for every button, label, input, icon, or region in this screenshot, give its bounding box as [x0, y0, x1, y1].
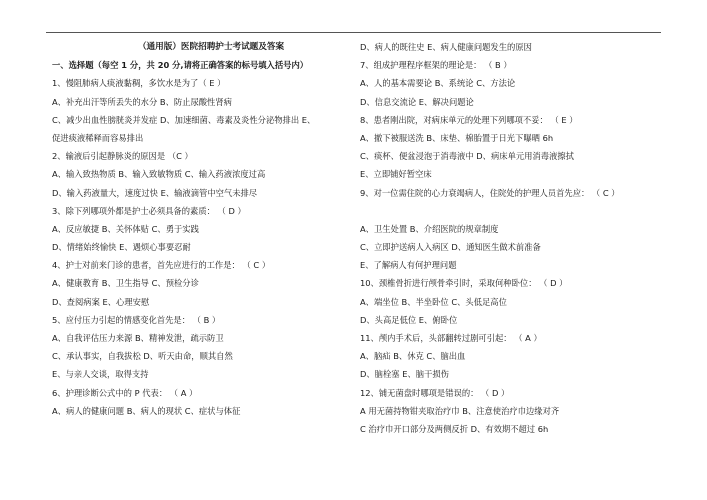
left-text-line: A、输入致热物质 B、输入致敏物质 C、输入药液浓度过高 — [52, 169, 266, 180]
page-top-rule — [46, 32, 661, 33]
left-text-line: D、输入药液量大，速度过快 E、输液滴管中空气未排尽 — [52, 187, 258, 198]
right-text-line: A、端坐位 B、半坐卧位 C、头低足高位 — [360, 296, 507, 307]
left-text-line: A、健康教育 B、卫生指导 C、预检分诊 — [52, 278, 199, 289]
left-text-line: E、与亲人交谈，取得支持 — [52, 369, 149, 380]
left-text-line: 3、除下列哪项外都是护士必须具备的素质： （ D ） — [52, 205, 246, 216]
left-column — [52, 38, 352, 420]
right-text-line: A、撤下被服送洗 B、床垫、棉胎置于日光下曝晒 6h — [360, 132, 554, 143]
right-text-line: 7、组成护理程序框架的理论是： （ B ） — [360, 60, 512, 71]
left-text-line: D、查阅病案 E、心理安慰 — [52, 296, 150, 307]
left-text-line: 1、慢阻肺病人痰液黏稠，多饮水是为了（ E ） — [52, 78, 226, 89]
right-text-line: A、脑疝 B、休克 C、脑出血 — [360, 351, 466, 362]
right-text-line: D、头高足低位 E、俯卧位 — [360, 314, 458, 325]
left-text-line: A、反应敏捷 B、关怀体贴 C、勇于实践 — [52, 223, 199, 234]
left-text-line: 4、护士对前来门诊的患者，首先应进行的工作是： （ C ） — [52, 260, 271, 271]
left-text-line: A、病人的健康问题 B、病人的现状 C、症状与体征 — [52, 405, 241, 416]
right-text-line: C、立即护送病人入病区 D、通知医生做术前准备 — [360, 242, 541, 253]
document-title: （通用版）医院招聘护士考试题及答案 — [137, 42, 285, 52]
left-text-line: A、补充出汗等所丢失的水分 B、防止尿酸性肾病 — [52, 96, 232, 107]
right-text-line: D、病人的既往史 E、病人健康问题发生的原因 — [360, 42, 532, 52]
right-text-line: 12、铺无菌盘时哪项是错误的： （ D ） — [360, 387, 510, 398]
right-text-line: A、人的基本需要论 B、系统论 C、方法论 — [360, 78, 516, 89]
right-text-line: 10、颈椎骨折进行颅骨牵引时，采取何种卧位： （ D ） — [360, 278, 568, 289]
right-text-line: 8、患者刚出院，对病床单元的处理下列哪项不妥： （ E ） — [360, 114, 578, 125]
right-text-line: A 用无菌持物钳夹取治疗巾 B、注意使治疗巾边缘对齐 — [360, 405, 560, 416]
left-text-line: A、自我评估压力来源 B、精神发泄，疏示防卫 — [52, 333, 224, 343]
right-text-line: D、脑栓塞 E、脑干损伤 — [360, 369, 449, 380]
blank-line — [360, 202, 660, 220]
right-column — [360, 38, 660, 438]
right-text-line: A、卫生处置 B、介绍医院的规章制度 — [360, 223, 499, 234]
left-text-line: 2、输液后引起静脉炎的原因是 （C ） — [52, 151, 193, 162]
left-text-line: 6、护理诊断公式中的 P 代表： （ A ） — [52, 387, 198, 398]
right-text-line: 11、颅内手术后，头部翻转过剧可引起： （ A ） — [360, 333, 542, 343]
left-text-line: 促进痰液稀释而容易排出 — [52, 132, 144, 143]
right-text-line: C 治疗巾开口部分及两侧反折 D、有效期不超过 6h — [360, 423, 549, 434]
right-text-line: 9、对一位需住院的心力衰竭病人，住院处的护理人员首先应： （ C ） — [360, 187, 620, 198]
left-text-line: C、减少出血性膀胱炎并发症 D、加速细菌、毒素及炎性分泌物排出 E、 — [52, 114, 316, 125]
right-text-line: D、信息交流论 E、解决问题论 — [360, 96, 474, 107]
section-heading: 一、选择题（每空 1 分，共 20 分,请将正确答案的标号填入括号内） — [52, 60, 309, 71]
right-text-line: C、痰杯、便盆浸泡于消毒液中 D、病床单元用消毒液擦拭 — [360, 151, 574, 162]
left-text-line: 5、应付压力引起的情感变化首先是： （ B ） — [52, 314, 221, 325]
right-text-line: E、立即铺好暂空床 — [360, 169, 432, 180]
right-text-line: E、了解病人有何护理问题 — [360, 260, 457, 271]
left-text-line: C、承认事实，自我拔松 D、听天由命，顺其自然 — [52, 351, 233, 362]
left-text-line: D、情绪始终愉快 E、遇烦心事要忍耐 — [52, 242, 191, 253]
